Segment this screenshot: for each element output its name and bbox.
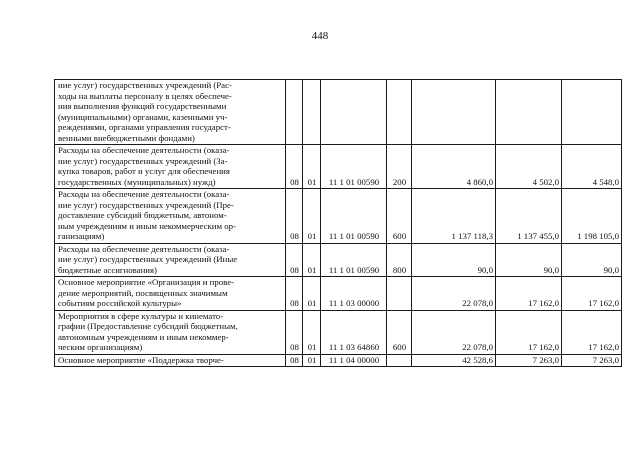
item-name-line: ние услуг) государственных учреждений (Иные xyxy=(58,254,238,264)
item-name-cell xyxy=(55,80,286,145)
item-name-line: Расходы на обеспечение деятельности (оказа- xyxy=(58,189,230,199)
item-name-line: государственных (муниципальных) нужд) xyxy=(58,176,216,187)
item-name-line: событиям российской культуры» xyxy=(58,298,182,308)
section-code-cell: 08 xyxy=(286,354,303,367)
target-article-cell: 11 1 01 00590 xyxy=(321,189,387,244)
subsection-code-cell: 01 xyxy=(303,189,321,244)
budget-table xyxy=(54,79,622,367)
subsection-code-cell: 01 xyxy=(303,354,321,367)
amount-year-1-cell: 22 078,0 xyxy=(412,310,496,354)
table-row xyxy=(55,354,622,367)
item-name-cell xyxy=(55,243,286,277)
amount-year-2-cell: 7 263,0 xyxy=(496,354,562,367)
item-name-line: ние услуг) государственных учреждений (Рас- xyxy=(58,80,232,90)
table-row xyxy=(55,80,622,145)
amount-year-2-cell: 90,0 xyxy=(496,243,562,277)
expense-type-cell xyxy=(387,277,412,311)
amount-year-3-cell: 1 198 105,0 xyxy=(562,189,622,244)
section-code-cell: 08 xyxy=(286,277,303,311)
subsection-code-cell: 01 xyxy=(303,277,321,311)
amount-year-1-cell: 1 137 118,3 xyxy=(412,189,496,244)
section-code-cell: 08 xyxy=(286,243,303,277)
table-row xyxy=(55,189,622,244)
subsection-code-cell: 01 xyxy=(303,145,321,189)
item-name-line: Расходы на обеспечение деятельности (оказа- xyxy=(58,145,230,155)
item-name-line: ние услуг) государственных учреждений (Пре- xyxy=(58,199,234,210)
subsection-code-cell xyxy=(303,80,321,145)
amount-year-2-cell: 17 162,0 xyxy=(496,277,562,311)
target-article-cell: 11 1 03 00000 xyxy=(321,277,387,311)
table-row xyxy=(55,145,622,189)
section-code-cell: 08 xyxy=(286,189,303,244)
amount-year-1-cell: 4 860,0 xyxy=(412,145,496,189)
subsection-code-cell: 01 xyxy=(303,243,321,277)
item-name-line: ческим организациям) xyxy=(58,342,143,352)
amount-year-1-cell xyxy=(412,80,496,145)
amount-year-2-cell: 4 502,0 xyxy=(496,145,562,189)
item-name-cell xyxy=(55,145,286,189)
expense-type-cell: 800 xyxy=(387,243,412,277)
section-code-cell: 08 xyxy=(286,145,303,189)
amount-year-1-cell: 90,0 xyxy=(412,243,496,277)
item-name-line: Основное мероприятие «Организация и прове- xyxy=(58,277,235,287)
item-name-cell xyxy=(55,277,286,311)
expense-type-cell xyxy=(387,80,412,145)
item-name-line: автономным учреждениям и иным некоммер- xyxy=(58,331,229,342)
target-article-cell: 11 1 01 00590 xyxy=(321,145,387,189)
item-name-line: Основное мероприятие «Поддержка творче- xyxy=(58,354,224,365)
expense-type-cell: 200 xyxy=(387,145,412,189)
amount-year-3-cell xyxy=(562,80,622,145)
amount-year-3-cell: 90,0 xyxy=(562,243,622,277)
item-name-line: графии (Предоставление субсидий бюджетным, xyxy=(58,321,238,331)
page-number: 448 xyxy=(311,30,329,42)
item-name-line: реждениями, органами управления государст- xyxy=(58,122,231,132)
amount-year-2-cell: 17 162,0 xyxy=(496,310,562,354)
target-article-cell: 11 1 03 64860 xyxy=(321,310,387,354)
item-name-cell xyxy=(55,189,286,244)
item-name-line: ганизациям) xyxy=(58,231,105,241)
item-name-line: (муниципальными) органами, казенными уч- xyxy=(58,111,228,122)
amount-year-3-cell: 4 548,0 xyxy=(562,145,622,189)
target-article-cell: 11 1 01 00590 xyxy=(321,243,387,277)
section-code-cell xyxy=(286,80,303,145)
table-row xyxy=(55,243,622,277)
section-code-cell: 08 xyxy=(286,310,303,354)
item-name-line: венными внебюджетными фондами) xyxy=(58,132,195,143)
item-name-line: бюджетные ассигнования) xyxy=(58,264,157,275)
amount-year-2-cell xyxy=(496,80,562,145)
item-name-line: Мероприятия в сфере культуры и кинемато- xyxy=(58,310,224,321)
subsection-code-cell: 01 xyxy=(303,310,321,354)
item-name-line: ние услуг) государственных учреждений (За- xyxy=(58,155,228,166)
item-name-line: ным учреждениям и иным некоммерческим ор- xyxy=(58,220,237,231)
target-article-cell: 11 1 04 00000 xyxy=(321,354,387,367)
budget-table-body xyxy=(55,80,622,367)
amount-year-3-cell: 17 162,0 xyxy=(562,310,622,354)
expense-type-cell xyxy=(387,354,412,367)
amount-year-3-cell: 17 162,0 xyxy=(562,277,622,311)
expense-type-cell: 600 xyxy=(387,189,412,244)
item-name-line: доставление субсидий бюджетным, автоном- xyxy=(58,210,227,220)
expense-type-cell: 600 xyxy=(387,310,412,354)
item-name-line: купка товаров, работ и услуг для обеспечения xyxy=(58,166,230,176)
item-name-cell xyxy=(55,310,286,354)
item-name-line: Расходы на обеспечение деятельности (оказа- xyxy=(58,243,230,254)
amount-year-1-cell: 22 078,0 xyxy=(412,277,496,311)
item-name-line: ходы на выплаты персоналу в целях обеспече- xyxy=(58,90,232,101)
table-row xyxy=(55,277,622,311)
item-name-line: ния выполнения функций государственными xyxy=(58,101,227,111)
amount-year-1-cell: 42 528,6 xyxy=(412,354,496,367)
amount-year-3-cell: 7 263,0 xyxy=(562,354,622,367)
target-article-cell xyxy=(321,80,387,145)
item-name-cell xyxy=(55,354,286,367)
amount-year-2-cell: 1 137 455,0 xyxy=(496,189,562,244)
item-name-line: дение мероприятий, посвященных значимым xyxy=(58,287,228,298)
table-row xyxy=(55,310,622,354)
